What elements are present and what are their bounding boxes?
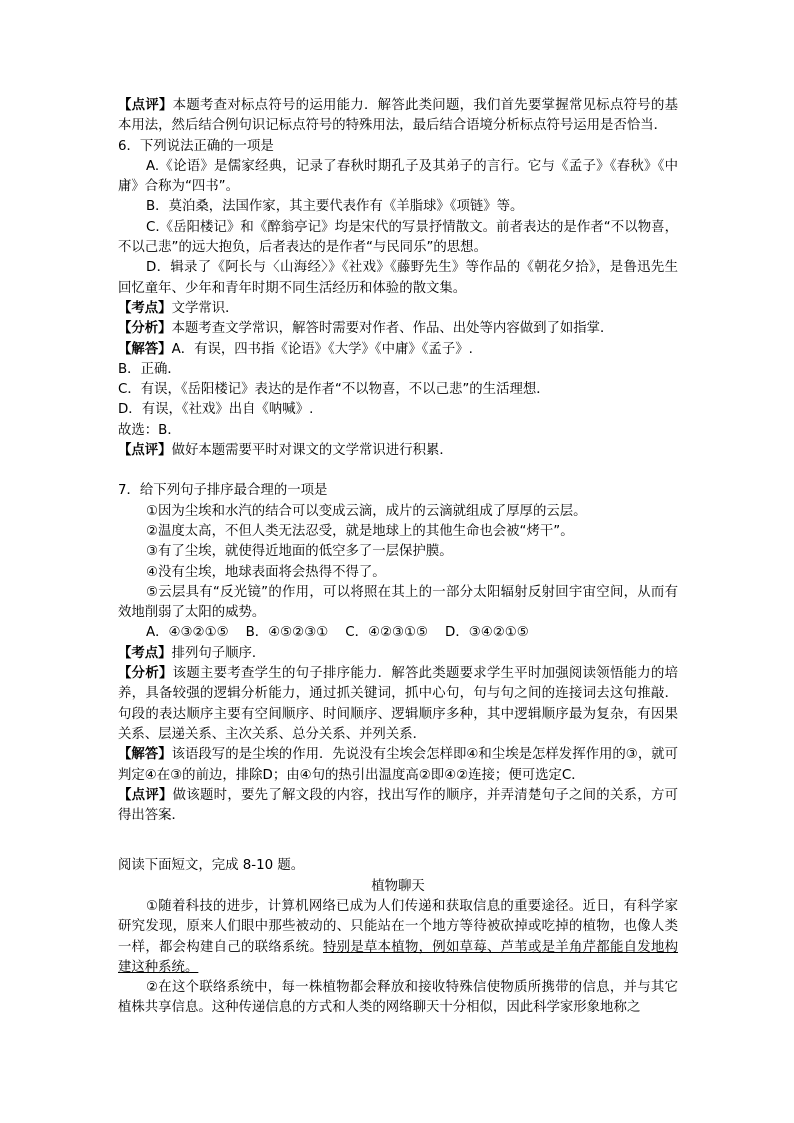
- q7-sentence: ③有了尘埃，就使得近地面的低空多了一层保护膜。: [146, 544, 453, 560]
- comment-tag: 【点评】: [118, 98, 173, 113]
- q5-comment: [118, 96, 678, 137]
- q7-stem: 7．给下列句子排序最合理的一项是: [118, 483, 328, 499]
- comment-text: 本题考查对标点符号的运用能力．解答此类问题，我们首先要掌握常见标点符号的基本用法，然后结合例句识记标点符号的特殊用法，最后结合语境分析标点符号运用是否恰当．: [118, 98, 679, 134]
- reading-title: 植物聊天: [371, 878, 425, 894]
- q7-sentence: ②温度太高，不但人类无法忍受，就是地球上的其他生命也会被“烤干”。: [146, 523, 574, 539]
- q6-option-c: C.《岳阳楼记》和《醉翁亭记》均是宋代的写景抒情散文。前者表达的是作者“不以物喜，不以己悲”的远大抱负，后者表达的是作者“与民同乐”的思想。: [118, 219, 678, 256]
- q6-option-d: D．辑录了《阿长与〈山海经〉》《社戏》《藤野先生》等作品的《朝花夕拾》，是鲁迅先生回忆童年、少年和青年时期不同生活经历和体验的散文集。: [118, 260, 678, 296]
- q6-answer-line: B．正确．: [118, 361, 181, 377]
- q6-jieda: 【解答】A．有误，四书指《论语》《大学》《中庸》《孟子》.: [118, 341, 473, 357]
- q7-jieda: 【解答】该语段写的是尘埃的作用．先说没有尘埃会怎样即④和尘埃是怎样发挥作用的③，就可判定④在③的前边，排除D；由④句的热引出温度高②即④②连接；便可选定C．: [118, 747, 679, 783]
- q6-option-b: B．莫泊桑，法国作家，其主要代表作有《羊脂球》《项链》等。: [146, 199, 524, 215]
- q7-sentence: ⑤云层具有“反光镜”的作用，可以将照在其上的一部分太阳辐射反射回宇宙空间，从而有效地削弱了太阳的威势。: [118, 584, 678, 621]
- spacer: [118, 826, 678, 856]
- q6-answer-line: D．有误，《社戏》出自《呐喊》.: [118, 402, 314, 418]
- q7-sentence: ①因为尘埃和水汽的结合可以变成云滴，成片的云滴就组成了厚厚的云层。: [146, 503, 587, 519]
- q7-fenxi: 【分析】该题主要考查学生的句子排序能力．解答此类题要求学生平时加强阅读领悟能力的培养，具备较强的逻辑分析能力，通过抓关键词，抓中心句，句与句之间的连接词去这句推敲．句段的表达顺序主要有空间顺序、时间顺序、逻辑顺序多种，其中逻辑顺序最为复杂，有因果关系、层递关系、主次关系、总分关系、并列关系．: [118, 666, 679, 742]
- q7-dianping: 【点评】做该题时，要先了解文段的内容，找出写作的顺序，并弄清楚句子之间的关系，方可得出答案．: [118, 787, 679, 824]
- q7-kaodian: 【考点】排列句子顺序．: [118, 645, 266, 661]
- q6-fenxi: 【分析】本题考查文学常识，解答时需要对作者、作品、出处等内容做到了如指掌．: [118, 321, 614, 337]
- q6-kaodian: 【考点】文学常识．: [118, 300, 239, 316]
- q6-option-a: A.《论语》是儒家经典，记录了春秋时期孔子及其弟子的言行。它与《孟子》《春秋》《中庸》合称为“四书”。: [118, 158, 678, 195]
- q7-options: A．④③②①⑤ B．④⑤②③① C．④②③①⑤ D．③④②①⑤: [146, 625, 529, 641]
- reading-intro: 阅读下面短文，完成 8-10 题。: [118, 858, 305, 874]
- reading-paragraph-1: ①随着科技的进步，计算机网络已成为人们传递和获取信息的重要途径。近日，有科学家研究发现，原来人们眼中那些被动的、只能站在一个地方等待被砍掉或吃掉的植物，也像人类一样，都会构建自己的联络系统。特别是草本植物，例如草莓、芦苇或是羊角芹都能自发地构建这种系统。: [118, 898, 679, 975]
- document-page: [118, 96, 678, 1019]
- underlined-sentence: 特别是草本植物，例如草莓、芦苇或是羊角芹都能自发地构建这种系统。: [118, 939, 679, 975]
- q6-stem: 6．下列说法正确的一项是: [118, 138, 274, 154]
- q6-answer-line: C．有误，《岳阳楼记》表达的是作者“不以物喜，不以己悲”的生活理想．: [118, 382, 550, 398]
- spacer: [118, 461, 678, 481]
- q7-sentence: ④没有尘埃，地球表面将会热得不得了。: [146, 564, 386, 580]
- reading-paragraph-2: ②在这个联络系统中，每一株植物都会释放和接收特殊信使物质所携带的信息，并与其它植株共享信息。这种传递信息的方式和人类的网络聊天十分相似，因此科学家形象地称之: [118, 980, 678, 1016]
- q6-dianping: 【点评】做好本题需要平时对课文的文学常识进行积累．: [118, 443, 453, 459]
- q6-answer-line: 故选：B．: [118, 422, 181, 438]
